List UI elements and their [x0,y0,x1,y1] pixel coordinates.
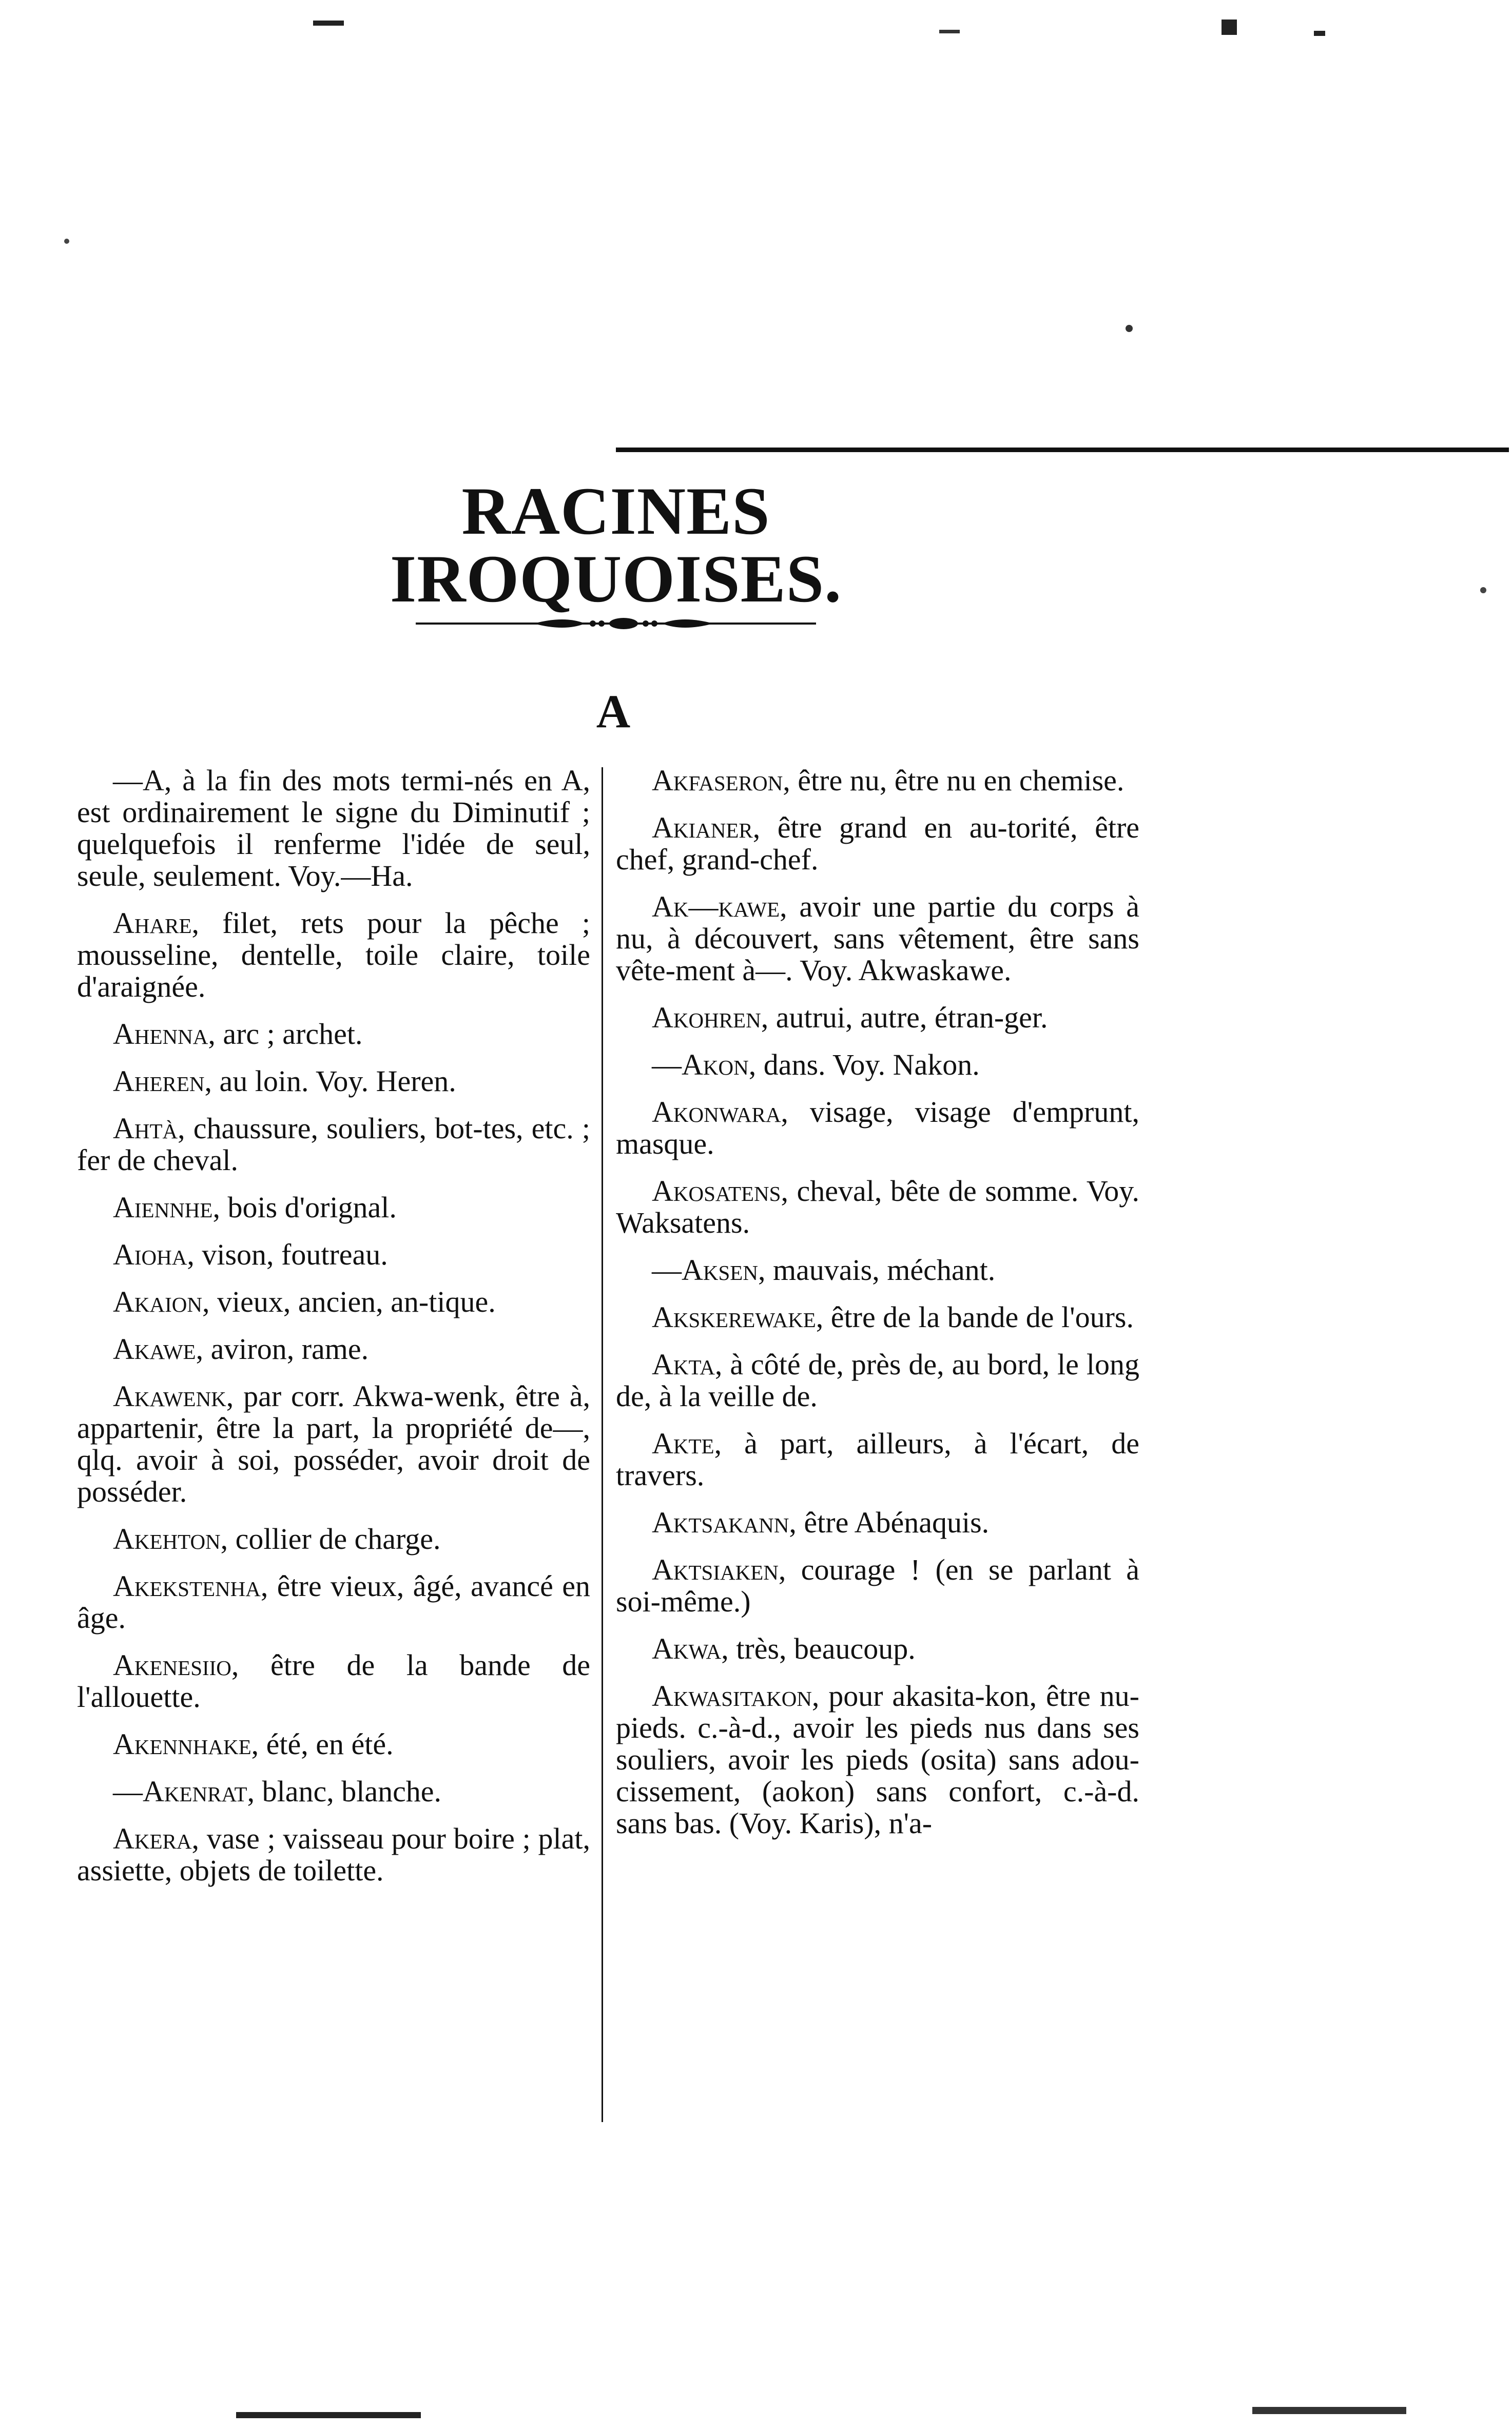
definition: cheval, bête de somme. Voy. Waksatens. [616,1174,1139,1239]
headword: Akosatens, [652,1174,788,1208]
definition: mauvais, méchant. [765,1253,996,1287]
headword: Akera, [113,1822,199,1855]
headword: —Akon, [652,1048,757,1081]
headword: Akfaseron, [652,764,790,797]
headword: Akianer, [652,811,761,844]
headword: Ahare, [113,906,199,940]
headword: Akennhake, [113,1727,259,1761]
headword: Akwasitakon, [652,1679,820,1713]
definition: arc ; archet. [215,1017,363,1051]
headword: Aktsakann, [652,1506,797,1539]
headword: Akohren, [652,1001,769,1034]
definition: au loin. Voy. Heren. [212,1064,456,1098]
headword: Ahtà, [113,1112,185,1145]
definition: être Abénaquis. [796,1506,990,1539]
definition: à côté de, près de, au bord, le long de, à la veille de. [616,1348,1139,1413]
headword: Ak—kawe, [652,890,787,923]
headword: Akawenk, [113,1379,234,1413]
definition: été, en été. [259,1727,394,1761]
headword: —Aksen, [652,1253,766,1287]
headword: Akte, [652,1427,722,1460]
definition: à la fin des mots termi-nés en A, est ordinairement le signe du Diminutif ; quelquefois il renferme l'idée de seul, seule, seulement. Voy.—Ha. [77,764,590,892]
definition: chaussure, souliers, bot-tes, etc. ; fer de cheval. [77,1112,590,1177]
definition: vison, foutreau. [194,1238,388,1271]
headword: Aktsiaken, [652,1553,786,1586]
definition: dans. Voy. Nakon. [756,1048,980,1081]
headword: Akawe, [113,1332,204,1366]
definition: aviron, rame. [203,1332,369,1366]
headword: Akonwara, [652,1095,788,1129]
definition: collier de charge. [228,1522,441,1556]
headword: Aioha, [113,1238,195,1271]
definition: courage ! (en se parlant à soi-même.) [616,1553,1139,1618]
definition: visage, visage d'emprunt, masque. [616,1095,1139,1160]
headword: —Akenrat, [113,1775,255,1808]
headword: Akekstenha, [113,1569,268,1603]
headword: Akskerewake, [652,1300,824,1334]
headword: Ahenna, [113,1017,216,1051]
headword: Akwa, [652,1632,729,1665]
definition: par corr. Akwa-wenk, être à, appartenir, être la part, la propriété de—, qlq. avoir à soi, posséder, avoir droit de posséder. [77,1379,590,1508]
definition: vase ; vaisseau pour boire ; plat, assiette, objets de toilette. [77,1822,590,1887]
headword: Akaion, [113,1285,210,1318]
definition: pour akasita-kon, être nu-pieds. c.-à-d., avoir les pieds nus dans ses souliers, avoir les pieds (osita) sans adou-cissement, (aokon) sans confort, c.-à-d. sans bas. (Voy. Karis), n'a- [616,1679,1139,1840]
definition: blanc, blanche. [255,1775,442,1808]
definition: très, beaucoup. [728,1632,916,1665]
definition: être de la bande de l'allouette. [77,1648,590,1714]
definition: à part, ailleurs, à l'écart, de travers. [616,1427,1139,1492]
definition: avoir une partie du corps à nu, à découvert, sans vêtement, être sans vête-ment à—. Voy. Akwaskawe. [616,890,1139,987]
definition: être de la bande de l'ours. [823,1300,1134,1334]
headword: Akenesiio, [113,1648,239,1682]
headword: —A, [113,764,172,797]
headword: Aiennhe, [113,1191,220,1224]
definition: être nu, être nu en chemise. [790,764,1125,797]
section-letter: A [596,685,631,737]
definition: filet, rets pour la pêche ; mousseline, dentelle, toile claire, toile d'araignée. [77,906,590,1003]
headword: Akehton, [113,1522,228,1556]
page-title: RACINES IROQUOISES. [390,473,842,616]
headword: Akta, [652,1348,723,1381]
definition: autrui, autre, étran-ger. [768,1001,1048,1034]
definition: vieux, ancien, an-tique. [209,1285,496,1318]
definition: bois d'orignal. [220,1191,397,1224]
headword: Aheren, [113,1064,212,1098]
definition: être vieux, âgé, avancé en âge. [77,1569,590,1635]
definition: être grand en au-torité, être chef, grand-chef. [616,811,1139,876]
